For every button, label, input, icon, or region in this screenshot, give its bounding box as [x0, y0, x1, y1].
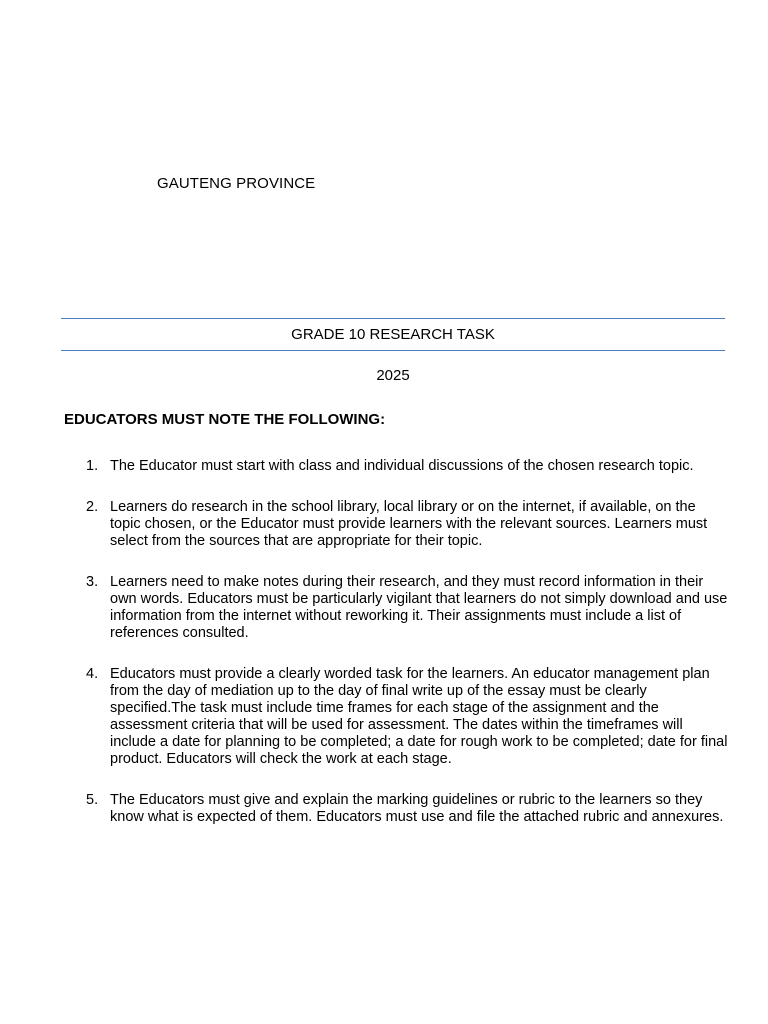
- note-text: The Educator must start with class and individual discussions of the chosen research topic.: [110, 458, 694, 474]
- note-number: 5.: [86, 792, 99, 808]
- note-number: 3.: [86, 574, 99, 590]
- note-item-4: [64, 666, 728, 768]
- top-divider: [61, 318, 725, 319]
- note-text: Learners do research in the school library, local library or on the internet, if available, on the topic chosen, or the Educator must provide learners with the relevant sources. Learners must select from the sources that are appropriate for their topic.: [110, 499, 708, 549]
- notes-heading: EDUCATORS MUST NOTE THE FOLLOWING:: [64, 411, 386, 428]
- year: 2025: [376, 367, 410, 384]
- note-item-3: [64, 574, 728, 642]
- province-title: GAUTENG PROVINCE: [157, 175, 316, 192]
- note-text: The Educators must give and explain the marking guidelines or rubric to the learners so they know what is expected of them. Educators must use and file the attached rubric and annexures.: [110, 792, 724, 825]
- note-item-5: [64, 792, 728, 826]
- note-text: Educators must provide a clearly worded task for the learners. An educator management plan from the day of mediation up to the day of final write up of the essay must be clearly specified.The task must include time frames for each stage of the assignment and the assessment criteria that will be used for assessment. The dates within the timeframes will include a date for planning to be completed; a date for rough work to be completed; date for final product. Educators will check the work at each stage.: [110, 666, 728, 767]
- task-title: GRADE 10 RESEARCH TASK: [291, 326, 495, 343]
- note-number: 2.: [86, 499, 99, 515]
- note-number: 4.: [86, 666, 99, 682]
- note-item-2: [64, 499, 728, 550]
- note-text: Learners need to make notes during their research, and they must record information in their own words. Educators must be particularly vigilant that learners do not simply download and use information from the internet without reworking it. Their assignments must include a list of references consulted.: [110, 574, 728, 641]
- bottom-divider: [61, 350, 725, 351]
- note-item-1: [64, 458, 728, 475]
- notes-list: [64, 458, 728, 850]
- note-number: 1.: [86, 458, 99, 474]
